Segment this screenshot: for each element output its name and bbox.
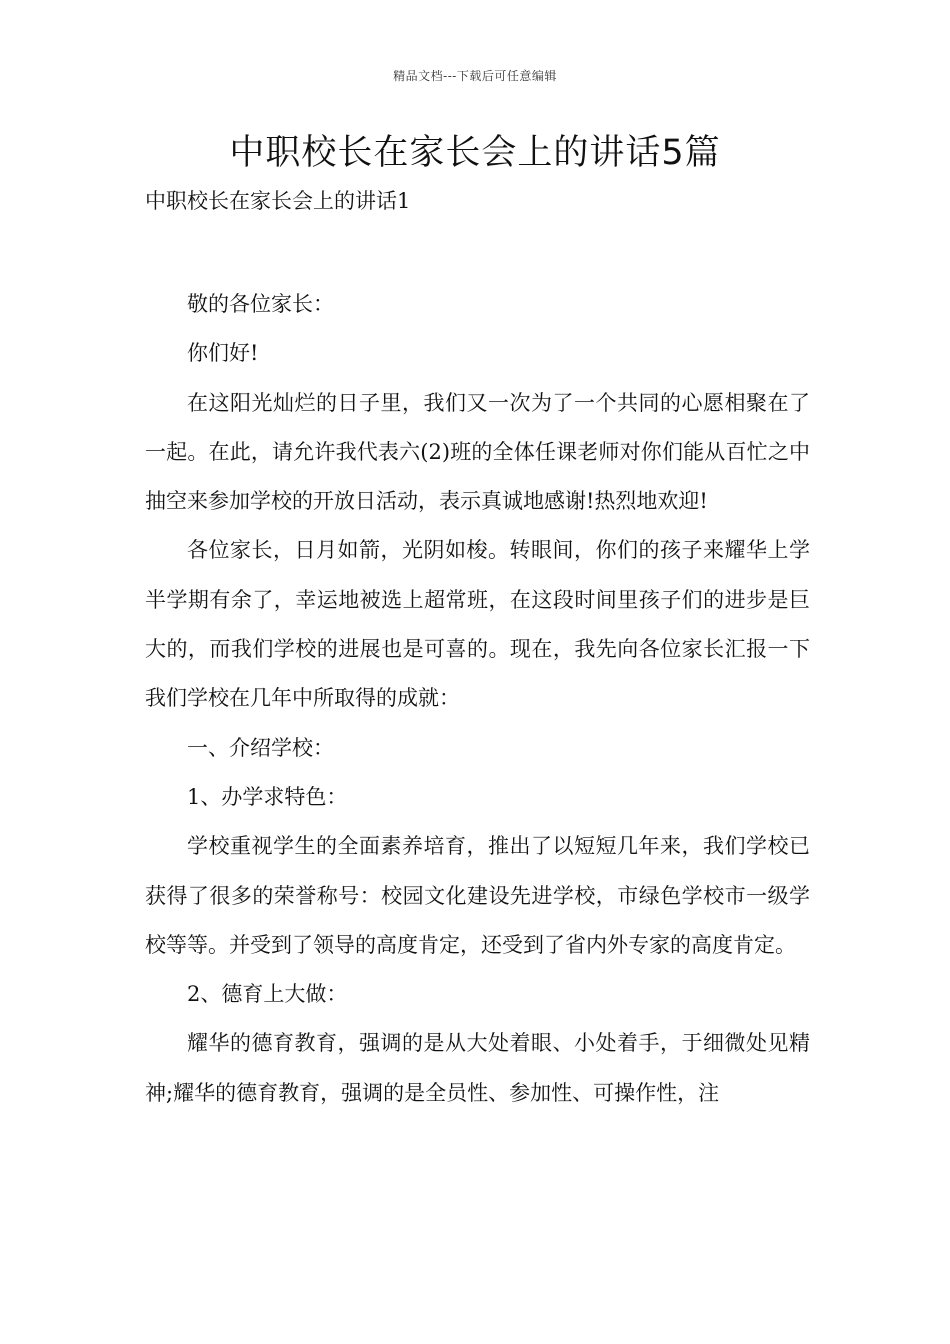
paragraph-honors: 学校重视学生的全面素养培育，推出了以短短几年来，我们学校已获得了很多的荣誉称号：校园文化建设先进学校，市绿色学校市一级学校等等。并受到了领导的高度肯定，还受到了省内外专家的高度肯定。: [145, 834, 810, 957]
document-body: [145, 280, 810, 1118]
document-subtitle: 中职校长在家长会上的讲话1: [145, 189, 411, 213]
paragraph-greeting: 你们好!: [187, 341, 259, 366]
subheading-moral-education: 2、德育上大做：: [187, 982, 348, 1007]
paragraph-welcome: 在这阳光灿烂的日子里，我们又一次为了一个共同的心愿相聚在了一起。在此，请允许我代表六(2)班的全体任课老师对你们能从百忙之中抽空来参加学校的开放日活动，表示真诚地感谢!热烈地欢迎!: [145, 390, 810, 514]
paragraph-moral-education: 耀华的德育教育，强调的是从大处着眼、小处着手，于细微处见精神;耀华的德育教育，强调的是全员性、参加性、可操作性，注: [145, 1031, 810, 1105]
section-heading-school-intro: 一、介绍学校：: [187, 735, 334, 760]
paragraph-salutation: 敬的各位家长：: [187, 292, 334, 316]
header-note: 精品文档---下载后可任意编辑: [393, 69, 557, 83]
paragraph-progress: 各位家长，日月如箭，光阴如梭。转眼间，你们的孩子来耀华上学半学期有余了，幸运地被选上超常班，在这段时间里孩子们的进步是巨大的，而我们学校的进展也是可喜的。现在，我先向各位家长汇报一下我们学校在几年中所取得的成就：: [145, 538, 810, 711]
document-title: 中职校长在家长会上的讲话5篇: [229, 133, 721, 173]
subheading-characteristics: 1、办学求特色：: [187, 784, 348, 809]
